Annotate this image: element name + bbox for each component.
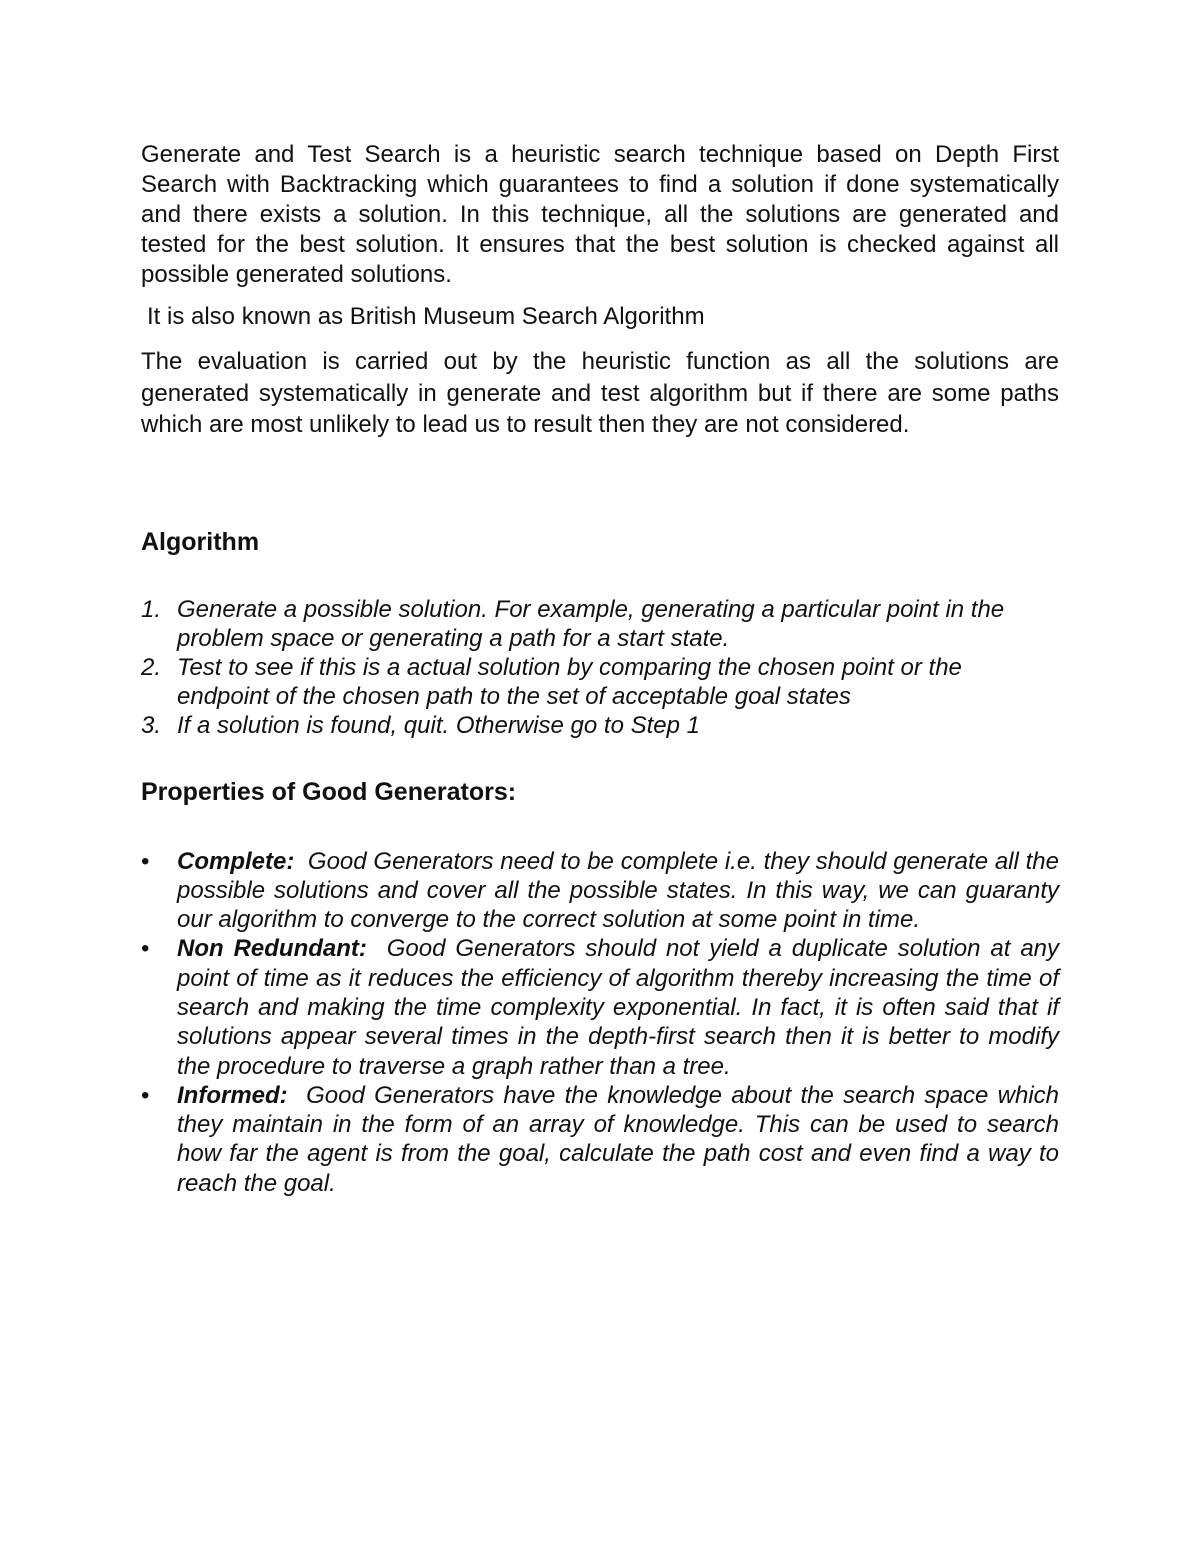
property-text: Good Generators have the knowledge about the search space which they maintain in the form of an array of knowledge. This can be used to search how far the agent is from the goal, calculate the path cost and even find a way to reach the goal. — [177, 1081, 1059, 1197]
algorithm-step — [141, 711, 1059, 740]
algorithm-step — [141, 595, 1059, 653]
step-number: 2. — [141, 653, 162, 681]
evaluation-paragraph: The evaluation is carried out by the heuristic function as all the solutions are generated systematically in generate and test algorithm but if there are some paths which are most unlikely to lead us to result then they are not considered. — [141, 348, 1059, 438]
property-term: Informed: — [177, 1081, 307, 1109]
step-number: 1. — [141, 595, 162, 623]
bullet-icon: • — [141, 935, 150, 963]
properties-list — [141, 847, 1059, 1199]
property-term: Non Redundant: — [177, 935, 387, 963]
algorithm-steps-list — [141, 595, 1059, 740]
step-text: Test to see if this is a actual solution by comparing the chosen point or the endpoint of the chosen path to the set of acceptable goal states — [177, 653, 962, 710]
property-text: Good Generators should not yield a duplicate solution at any point of time as it reduces the efficiency of algorithm thereby increasing the time of search and making the time complexity exponential. In fact, it is often said that if solutions appear several times in the depth-first search then it is better to modify the procedure to traverse a graph rather than a tree. — [177, 935, 1060, 1080]
property-item-complete — [141, 847, 1059, 935]
property-item-non-redundant — [141, 934, 1059, 1080]
property-term: Complete: — [177, 847, 308, 875]
step-text: If a solution is found, quit. Otherwise go to Step 1 — [177, 711, 700, 739]
intro-paragraph: Generate and Test Search is a heuristic search technique based on Depth First Search with Backtracking which guarantees to find a solution if done systematically and there exists a solution. In this technique, all the solutions are generated and tested for the best solution. It ensures that the best solution is checked against all possible generated solutions. — [141, 141, 1059, 288]
properties-heading: Properties of Good Generators: — [141, 777, 517, 806]
bullet-icon: • — [141, 847, 150, 875]
bullet-icon: • — [141, 1081, 150, 1109]
document-page — [141, 140, 1059, 1198]
algorithm-step — [141, 653, 1059, 711]
algorithm-heading: Algorithm — [141, 527, 260, 556]
alias-paragraph: It is also known as British Museum Search Algorithm — [147, 303, 705, 330]
step-number: 3. — [141, 711, 162, 739]
step-text: Generate a possible solution. For example, generating a particular point in the problem space or generating a path for a start state. — [177, 595, 1005, 652]
property-text: Good Generators need to be complete i.e. they should generate all the possible solutions and cover all the possible states. In this way, we can guaranty our algorithm to converge to the correct solution at some point in time. — [177, 847, 1059, 934]
property-item-informed — [141, 1081, 1059, 1198]
